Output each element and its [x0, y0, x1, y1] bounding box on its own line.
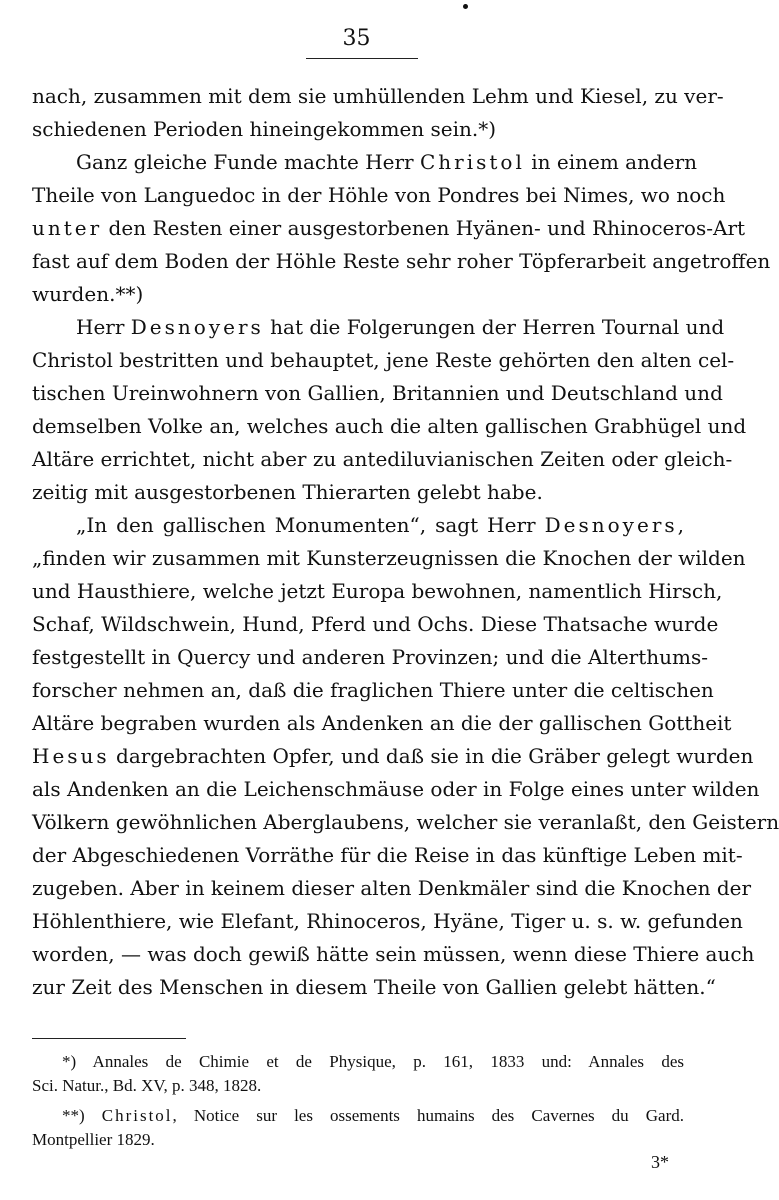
text-line: Höhlenthiere, wie Elefant, Rhinoceros, Hyäne, Tiger u. s. w. gefunden: [32, 909, 743, 933]
text-line: zur Zeit des Menschen in diesem Theile von Gallien gelebt hätten.“: [32, 975, 716, 999]
text-run: ,: [677, 513, 684, 537]
text-line: Altäre errichtet, nicht aber zu antediluvianischen Zeiten oder gleich-: [32, 447, 733, 471]
spaced-name: Christol: [419, 150, 525, 174]
text-line: Theile von Languedoc in der Höhle von Pondres bei Nimes, wo noch: [32, 183, 726, 207]
text-run: hat die Folgerungen der Herren Tournal und: [263, 315, 725, 339]
text-line: [32, 740, 754, 773]
header-rule: [306, 58, 418, 59]
spaced-name: Desnoyers: [130, 315, 264, 339]
paragraph-4: [32, 509, 779, 1004]
text-run: „In den gallischen Monumenten“, sagt Herr: [76, 513, 545, 537]
text-run: in einem andern: [524, 150, 698, 174]
text-line: zeitig mit ausgestorbenen Thierarten gelebt habe.: [32, 480, 543, 504]
text-line: festgestellt in Quercy und anderen Provinzen; und die Alterthums-: [32, 645, 709, 669]
text-line: Völkern gewöhnlichen Aberglaubens, welcher sie veranlaßt, den Geistern: [32, 810, 779, 834]
paragraph-1: [32, 80, 724, 146]
body-text: [32, 80, 779, 1004]
text-line: [32, 212, 746, 245]
text-line: Altäre begraben wurden als Andenken an die der gallischen Gottheit: [32, 711, 732, 735]
footnote-rule: [32, 1038, 186, 1039]
text-line: schiedenen Perioden hineingekommen sein.*): [32, 117, 497, 141]
footnote-2-line: Montpellier 1829.: [32, 1130, 155, 1149]
text-line: der Abgeschiedenen Vorräthe für die Reise in das künftige Leben mit-: [32, 843, 743, 867]
spaced-name: Desnoyers: [544, 513, 678, 537]
footnote-1-line: Sci. Natur., Bd. XV, p. 348, 1828.: [32, 1076, 262, 1095]
text-line: Christol bestritten und behauptet, jene Reste gehörten den alten cel-: [32, 348, 735, 372]
footnote-2-line: [32, 1104, 684, 1128]
text-run: dargebrachten Opfer, und daß sie in die Gräber gelegt wurden: [109, 744, 754, 768]
page-number: 35: [342, 26, 371, 51]
text-line: demselben Volke an, welches auch die alten gallischen Grabhügel und: [32, 414, 747, 438]
text-line: und Hausthiere, welche jetzt Europa bewohnen, namentlich Hirsch,: [32, 579, 723, 603]
text-run: , Notice sur les ossements humains des Cavernes du Gard.: [172, 1106, 684, 1125]
text-line: [32, 509, 684, 542]
text-run: den Resten einer ausgestorbenen Hyänen- und Rhinoceros-Art: [102, 216, 746, 240]
text-line: „finden wir zusammen mit Kunsterzeugnissen die Knochen der wilden: [32, 546, 746, 570]
text-line: Schaf, Wildschwein, Hund, Pferd und Ochs. Diese Thatsache wurde: [32, 612, 719, 636]
text-run: Herr: [76, 315, 131, 339]
text-line: zugeben. Aber in keinem dieser alten Denkmäler sind die Knochen der: [32, 876, 752, 900]
spaced-name: Hesus: [32, 744, 110, 768]
paragraph-2: [32, 146, 771, 311]
footnote-1-line: *) Annales de Chimie et de Physique, p. 161, 1833 und: Annales des: [62, 1052, 684, 1071]
spaced-name: Christol: [101, 1106, 173, 1125]
text-line: als Andenken an die Leichenschmäuse oder in Folge eines unter wilden: [32, 777, 760, 801]
text-line: [32, 311, 725, 344]
spaced-emphasis: unter: [32, 216, 103, 240]
text-line: wurden.**): [32, 282, 144, 306]
ink-speck: [463, 4, 468, 9]
footnotes: [32, 1050, 684, 1152]
text-line: [32, 146, 698, 179]
signature-mark: 3*: [651, 1152, 669, 1172]
text-line: nach, zusammen mit dem sie umhüllenden Lehm und Kiesel, zu ver-: [32, 84, 724, 108]
text-run: Ganz gleiche Funde machte Herr: [76, 150, 420, 174]
text-line: fast auf dem Boden der Höhle Reste sehr roher Töpferarbeit angetroffen: [32, 249, 771, 273]
text-line: worden, — was doch gewiß hätte sein müssen, wenn diese Thiere auch: [32, 942, 755, 966]
text-line: tischen Ureinwohnern von Gallien, Britannien und Deutschland und: [32, 381, 723, 405]
paragraph-3: [32, 311, 747, 509]
text-run: **): [62, 1106, 102, 1125]
text-line: forscher nehmen an, daß die fraglichen Thiere unter die celtischen: [32, 678, 714, 702]
